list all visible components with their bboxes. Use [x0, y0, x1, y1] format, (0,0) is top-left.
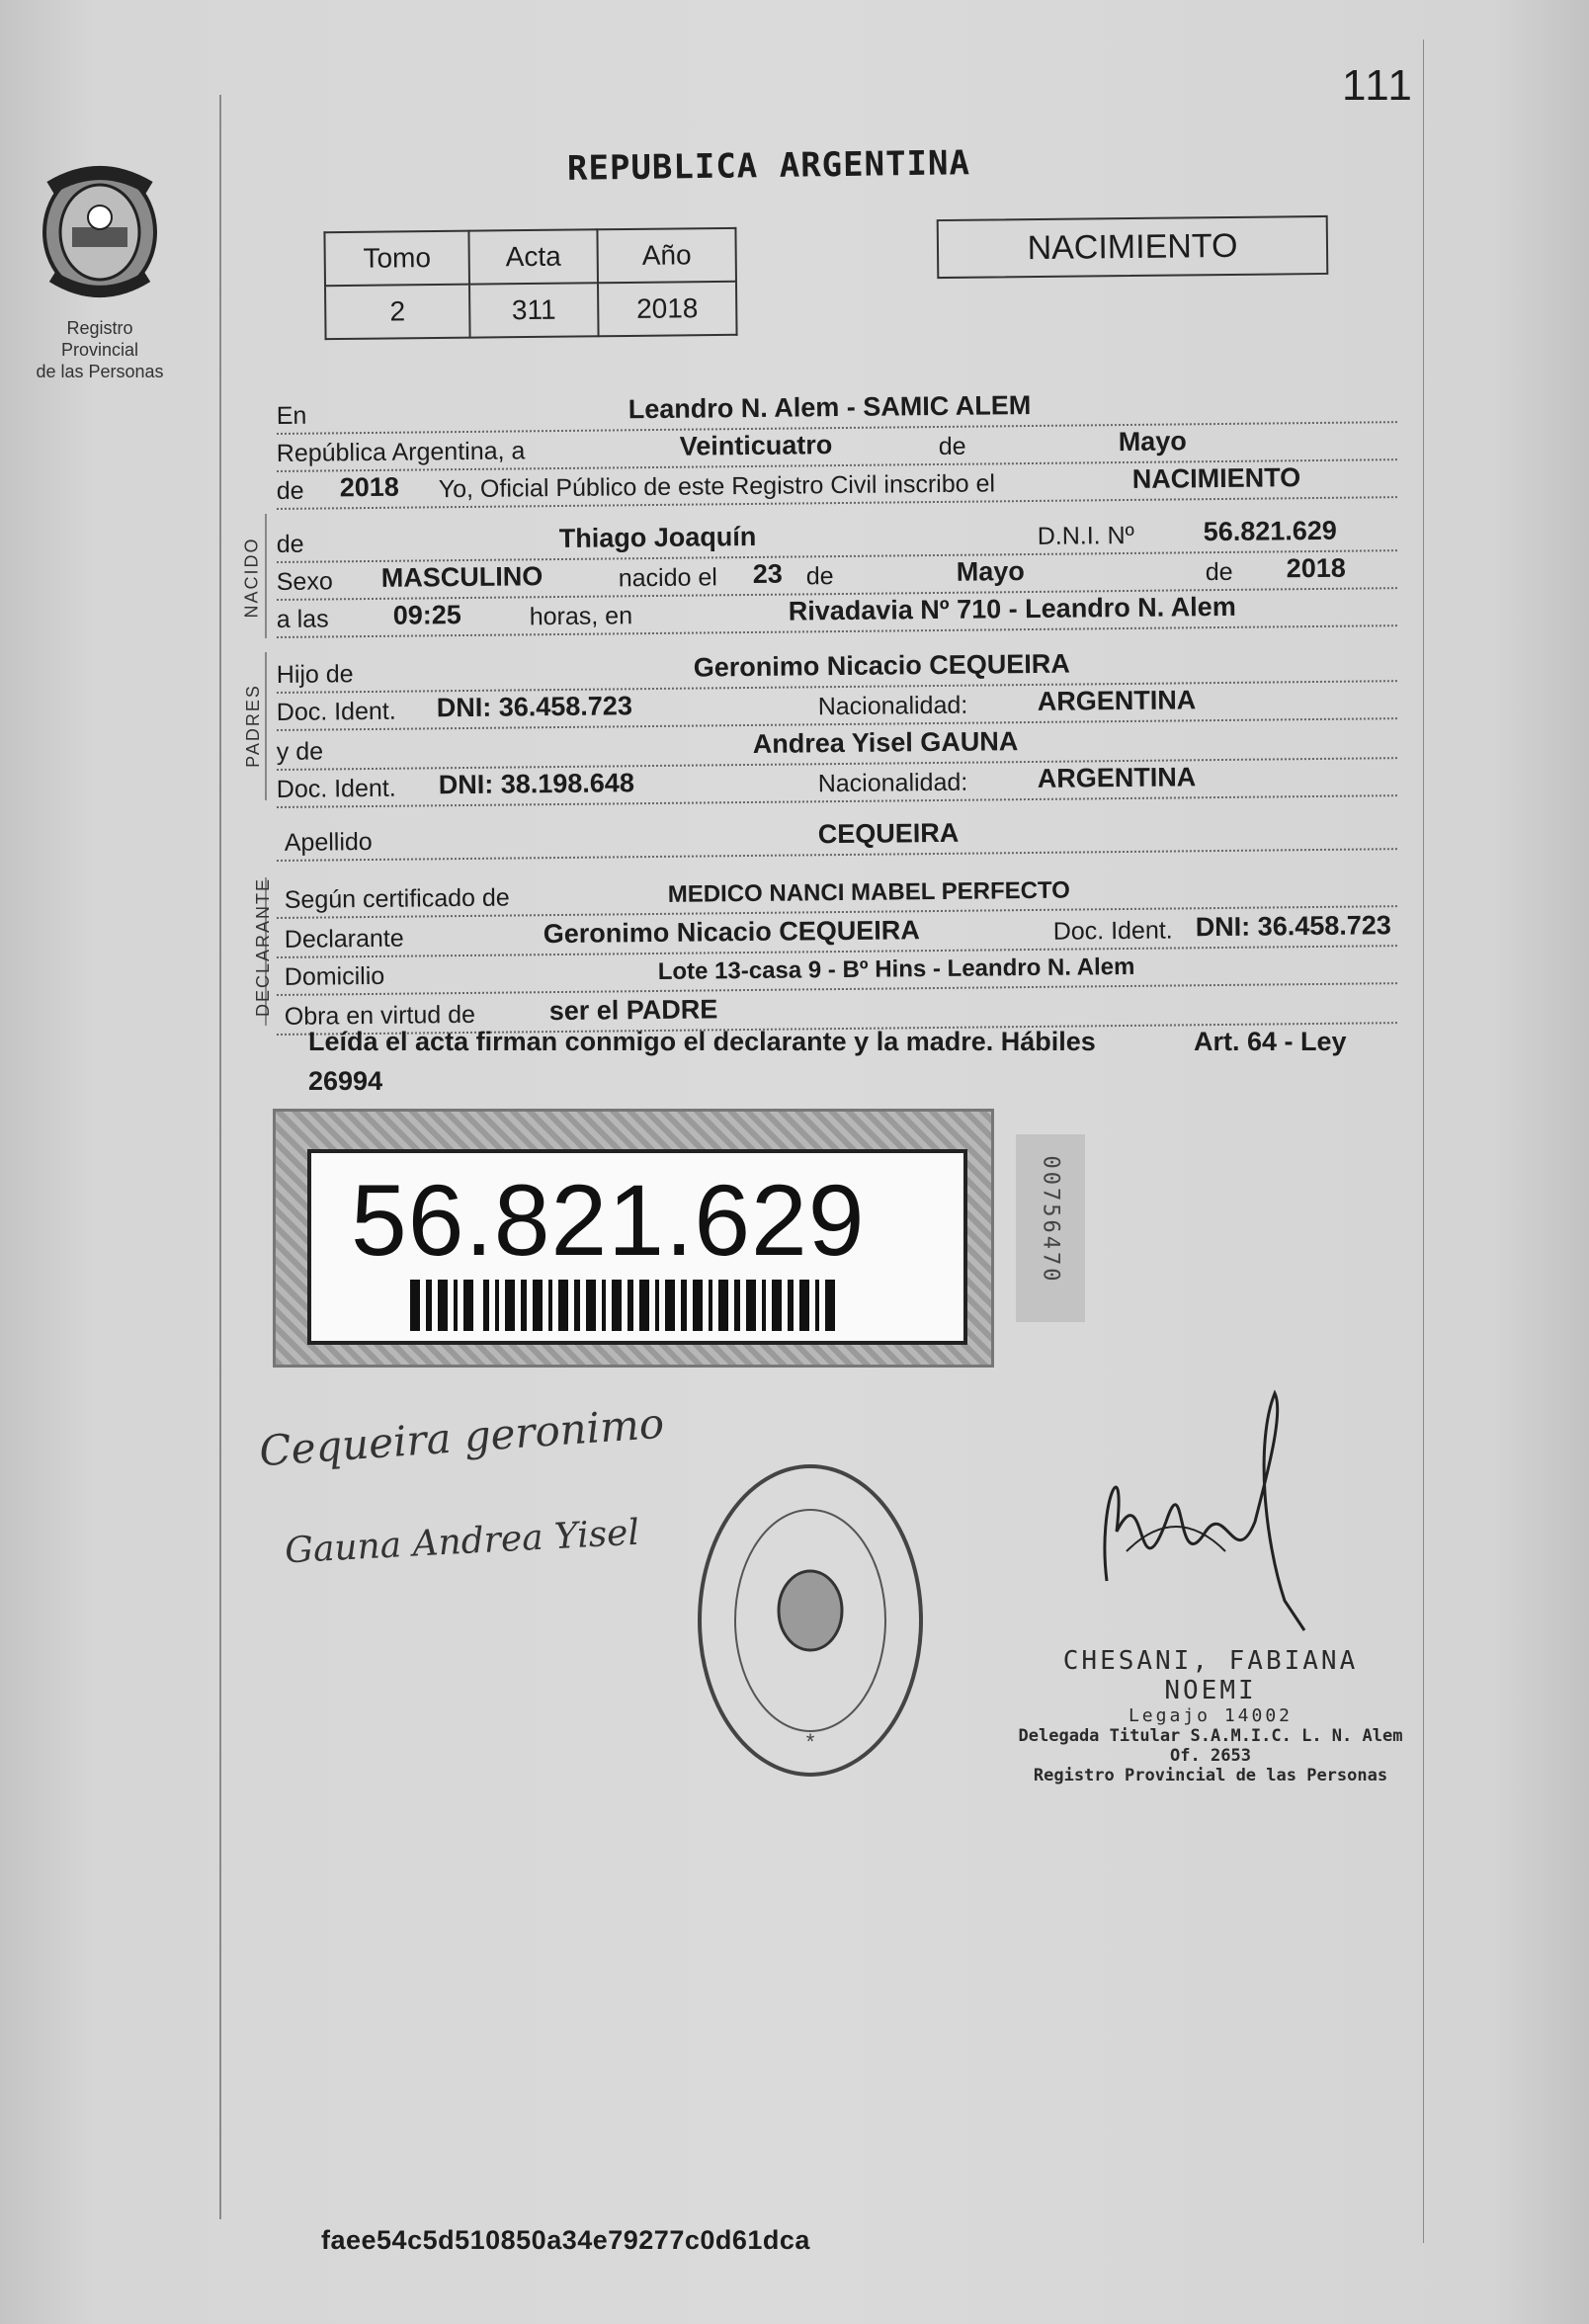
- mother-signature: Gauna Andrea Yisel: [284, 1512, 640, 1572]
- value-mother-name: Andrea Yisel GAUNA: [752, 726, 1019, 759]
- closing-statement: [308, 1022, 1415, 1101]
- left-margin-line: [219, 95, 221, 2219]
- coat-of-arms-icon: [31, 158, 169, 306]
- label-y-de: y de: [276, 737, 324, 767]
- record-type-box: NACIMIENTO: [937, 215, 1329, 279]
- label-doc-ident-2: Doc. Ident.: [276, 774, 396, 804]
- label-de-3: de: [276, 530, 304, 559]
- section-bar-nacido: [265, 514, 267, 638]
- label-de-1: de: [938, 432, 966, 460]
- value-year: 2018: [339, 471, 399, 503]
- label-republica: República Argentina, a: [276, 437, 526, 468]
- label-obra-en-virtud: Obra en virtud de: [284, 1000, 476, 1031]
- value-acta: 311: [469, 283, 599, 337]
- round-official-seal-icon: [692, 1452, 929, 1788]
- header-tomo: Tomo: [324, 231, 469, 287]
- label-nacionalidad-2: Nacionalidad:: [817, 768, 968, 798]
- label-apellido: Apellido: [284, 827, 373, 857]
- dni-number-stamp: [273, 1109, 994, 1368]
- label-doc-ident-3: Doc. Ident.: [1052, 916, 1173, 946]
- value-act-type: NACIMIENTO: [1131, 462, 1301, 494]
- label-dni-no: D.N.I. Nº: [1037, 521, 1134, 550]
- barcode-icon: [410, 1280, 845, 1331]
- label-de-5: de: [1205, 557, 1233, 587]
- value-declarant-doc: DNI: 36.458.723: [1195, 910, 1391, 943]
- officer-institution: Registro Provincial de las Personas: [1033, 1766, 1388, 1785]
- value-birth-day: 23: [752, 558, 783, 589]
- value-mother-doc: DNI: 38.198.648: [438, 768, 635, 800]
- value-place: Leandro N. Alem - SAMIC ALEM: [627, 390, 1032, 425]
- value-birth-month: Mayo: [956, 556, 1025, 587]
- value-child-dni: 56.821.629: [1203, 515, 1338, 547]
- closing-text: Leída el acta firman conmigo el declarante y la madre. Hábiles: [308, 1027, 1096, 1056]
- value-anio: 2018: [598, 282, 737, 336]
- section-bar-padres: [265, 652, 267, 800]
- value-month: Mayo: [1118, 426, 1187, 457]
- label-domicilio: Domicilio: [284, 961, 385, 991]
- value-certificate-by: MEDICO NANCI MABEL PERFECTO: [667, 876, 1071, 908]
- header-anio: Año: [597, 228, 736, 283]
- label-nacido-el: nacido el: [618, 563, 718, 593]
- value-sex: MASCULINO: [380, 561, 544, 593]
- signature-scribble-icon: [1087, 1383, 1324, 1640]
- section-label-nacido: NACIDO: [241, 537, 262, 619]
- section-label-padres: PADRES: [242, 684, 263, 768]
- document-title: REPUBLICA ARGENTINA: [566, 143, 971, 189]
- label-de-2: de: [276, 476, 304, 506]
- value-birth-place: Rivadavia Nº 710 - Leandro N. Alem: [788, 591, 1236, 626]
- label-declarante: Declarante: [284, 924, 404, 954]
- emblem-caption-line1: Registro Provincial: [60, 318, 139, 360]
- value-tomo: 2: [325, 285, 470, 340]
- section-label-declarante: DECLARANTE: [253, 876, 274, 1018]
- emblem-caption-line2: de las Personas: [36, 362, 164, 381]
- officer-name: CHESANI, FABIANA NOEMI: [1062, 1646, 1359, 1705]
- closing-law-number: 26994: [308, 1066, 383, 1096]
- closing-law: Art. 64 - Ley: [1194, 1027, 1347, 1056]
- label-a-las: a las: [276, 605, 329, 634]
- value-child-name: Thiago Joaquín: [558, 521, 757, 554]
- label-hijo-de: Hijo de: [276, 660, 354, 690]
- value-day-words: Veinticuatro: [679, 430, 833, 461]
- record-table: [323, 227, 737, 340]
- document-hash: faee54c5d510850a34e79277c0d61dca: [321, 2225, 810, 2255]
- value-mother-nationality: ARGENTINA: [1037, 762, 1197, 793]
- label-de-4: de: [805, 562, 834, 591]
- dni-stamp-inner: [307, 1149, 967, 1345]
- value-declarant-name: Geronimo Nicacio CEQUEIRA: [543, 915, 920, 950]
- value-father-doc: DNI: 36.458.723: [436, 691, 633, 723]
- value-father-nationality: ARGENTINA: [1037, 685, 1197, 716]
- officer-title: Delegada Titular S.A.M.I.C. L. N. Alem Of. 2653: [1018, 1726, 1403, 1766]
- page-number: 111: [1342, 61, 1414, 110]
- label-nacionalidad-1: Nacionalidad:: [817, 691, 968, 721]
- right-margin-line: [1423, 40, 1424, 2243]
- value-declarant-address: Lote 13-casa 9 - Bº Hins - Leandro N. Alem: [657, 953, 1135, 985]
- value-declarant-capacity: ser el PADRE: [548, 994, 718, 1027]
- label-segun-certificado: Según certificado de: [284, 883, 510, 914]
- registry-emblem: [26, 158, 174, 381]
- officer-block: [1018, 1646, 1403, 1785]
- declarant-signature: Cequeira geronimo: [257, 1398, 666, 1476]
- officer-legajo: Legajo 14002: [1128, 1705, 1294, 1726]
- label-en: En: [276, 401, 307, 431]
- label-sexo: Sexo: [276, 567, 333, 597]
- header-acta: Acta: [468, 229, 598, 284]
- side-control-code: 00756470: [1038, 1155, 1063, 1285]
- dni-stamp-number: 56.821.629: [351, 1164, 866, 1277]
- value-birth-time: 09:25: [392, 600, 461, 630]
- svg-text:*: *: [805, 1729, 815, 1754]
- value-father-name: Geronimo Nicacio CEQUEIRA: [693, 648, 1070, 683]
- value-surname: CEQUEIRA: [817, 817, 960, 850]
- value-birth-year: 2018: [1286, 552, 1346, 584]
- label-yo-oficial: Yo, Oficial Público de este Registro Civil inscribo el: [438, 469, 996, 504]
- label-doc-ident-1: Doc. Ident.: [276, 697, 396, 727]
- label-horas-en: horas, en: [529, 602, 633, 631]
- side-control-stamp: [1016, 1134, 1085, 1322]
- line-surname: [277, 808, 1397, 862]
